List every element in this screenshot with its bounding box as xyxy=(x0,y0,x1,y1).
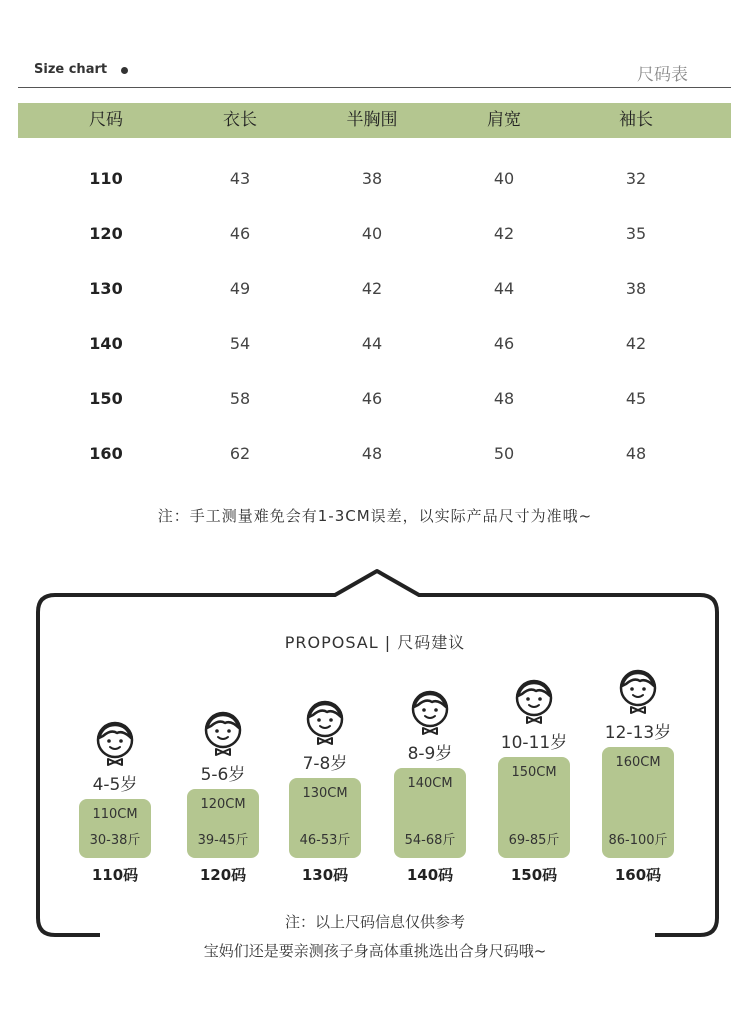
height-weight-box xyxy=(79,799,151,858)
cell-length: 62 xyxy=(229,444,251,463)
cell-shoulder: 40 xyxy=(493,169,515,188)
height-value: 110CM xyxy=(92,807,138,822)
height-weight-box xyxy=(498,757,570,858)
size-chart-title-en: Size chart xyxy=(34,62,108,77)
height-value: 150CM xyxy=(511,765,557,780)
header-sleeve: 袖长 xyxy=(619,110,653,130)
cell-chest: 42 xyxy=(361,279,383,298)
child-face-icon xyxy=(512,678,556,724)
proposal-item xyxy=(588,0,688,1035)
cell-chest: 48 xyxy=(361,444,383,463)
cell-sleeve: 38 xyxy=(625,279,647,298)
height-weight-box xyxy=(187,789,259,859)
cell-sleeve: 42 xyxy=(625,334,647,353)
cell-size: 160 xyxy=(89,444,123,463)
weight-value: 46-53斤 xyxy=(299,833,351,848)
height-value: 120CM xyxy=(200,796,246,812)
cell-shoulder: 50 xyxy=(493,444,515,463)
weight-value: 69-85斤 xyxy=(508,833,560,848)
age-range: 12-13岁 xyxy=(604,722,672,743)
cell-sleeve: 35 xyxy=(625,224,647,243)
age-range: 5-6岁 xyxy=(200,764,246,785)
size-label: 140码 xyxy=(406,866,454,884)
cell-shoulder: 46 xyxy=(493,334,515,353)
cell-sleeve: 45 xyxy=(625,389,647,408)
size-label: 160码 xyxy=(614,866,662,884)
height-weight-box xyxy=(602,747,674,859)
height-value: 140CM xyxy=(407,775,453,791)
proposal-item xyxy=(484,0,584,1035)
cell-size: 150 xyxy=(89,389,123,408)
cell-shoulder: 48 xyxy=(493,389,515,408)
age-range: 8-9岁 xyxy=(407,743,453,764)
height-weight-box xyxy=(289,778,361,858)
cell-length: 46 xyxy=(229,224,251,243)
proposal-item xyxy=(275,0,375,1035)
cell-sleeve: 32 xyxy=(625,169,647,188)
child-face-icon xyxy=(616,668,660,714)
size-label: 150码 xyxy=(510,866,558,884)
proposal-note-line2: 宝妈们还是要亲测孩子身高体重挑选出合身尺码哦~ xyxy=(203,942,547,960)
weight-value: 39-45斤 xyxy=(197,833,249,848)
proposal-item xyxy=(173,0,273,1035)
proposal-note-line1: 注：以上尺码信息仅供参考 xyxy=(284,913,465,931)
header-length: 衣长 xyxy=(223,110,257,130)
child-face-icon xyxy=(303,699,347,745)
cell-chest: 46 xyxy=(361,389,383,408)
size-label: 110码 xyxy=(91,866,139,884)
size-label: 120码 xyxy=(199,866,247,884)
header-size: 尺码 xyxy=(89,110,123,130)
cell-length: 43 xyxy=(229,169,251,188)
size-chart-title-zh: 尺码表 xyxy=(637,65,688,85)
cell-sleeve: 48 xyxy=(625,444,647,463)
cell-shoulder: 44 xyxy=(493,279,515,298)
cell-chest: 40 xyxy=(361,224,383,243)
header-shoulder: 肩宽 xyxy=(487,110,521,130)
weight-value: 54-68斤 xyxy=(404,833,456,848)
cell-size: 120 xyxy=(89,224,123,243)
proposal-item xyxy=(380,0,480,1035)
size-label: 130码 xyxy=(301,866,349,884)
age-range: 10-11岁 xyxy=(500,733,568,753)
header-chest: 半胸围 xyxy=(346,110,398,130)
cell-chest: 38 xyxy=(361,169,383,188)
measurement-note: 注：手工测量难免会有1-3CM误差，以实际产品尺寸为准哦~ xyxy=(157,507,593,525)
cell-size: 140 xyxy=(89,334,123,353)
height-value: 160CM xyxy=(615,754,661,770)
height-weight-box xyxy=(394,768,466,859)
child-face-icon xyxy=(408,689,452,735)
cell-length: 58 xyxy=(229,389,251,408)
height-value: 130CM xyxy=(302,786,348,801)
age-range: 7-8岁 xyxy=(302,754,348,774)
cell-size: 110 xyxy=(89,169,123,188)
weight-value: 30-38斤 xyxy=(89,833,141,848)
cell-length: 49 xyxy=(229,279,251,298)
proposal-title: PROPOSAL | 尺码建议 xyxy=(284,633,466,652)
age-range: 4-5岁 xyxy=(92,775,138,795)
cell-shoulder: 42 xyxy=(493,224,515,243)
weight-value: 86-100斤 xyxy=(608,833,668,848)
cell-length: 54 xyxy=(229,334,251,353)
cell-size: 130 xyxy=(89,279,123,298)
child-face-icon xyxy=(201,710,245,756)
child-face-icon xyxy=(93,720,137,766)
cell-chest: 44 xyxy=(361,334,383,353)
proposal-item xyxy=(65,0,165,1035)
